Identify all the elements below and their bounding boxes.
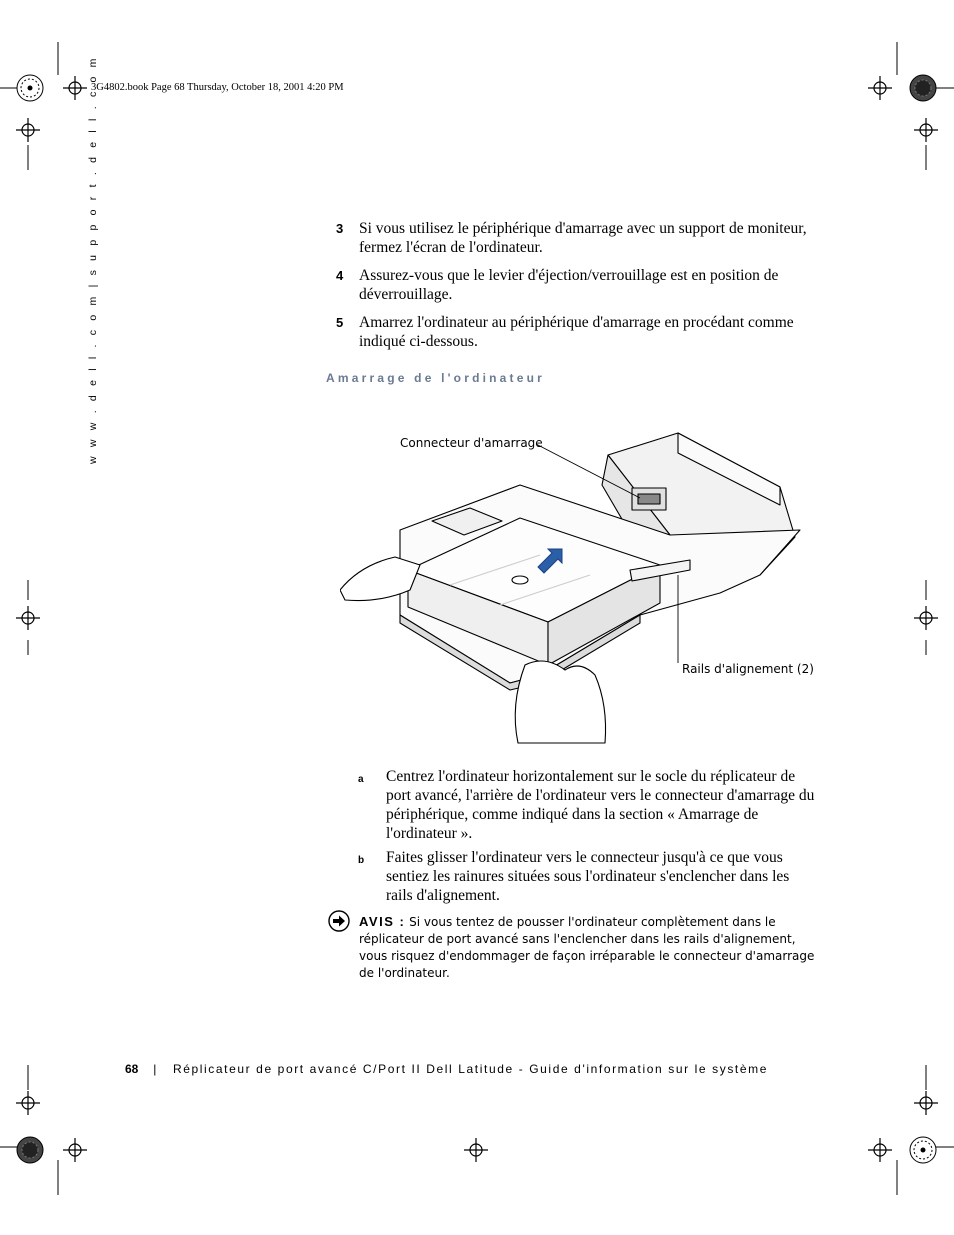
page-number: 68 [125, 1062, 139, 1076]
step-text: Amarrez l'ordinateur au périphérique d'amarrage en procédant comme indiqué ci-dessous. [359, 314, 794, 350]
notice-label: AVIS : [359, 914, 406, 929]
notice-arrow-icon [328, 910, 350, 932]
step-number: 4 [336, 268, 344, 283]
substep-text: Centrez l'ordinateur horizontalement sur le socle du réplicateur de port avancé, l'arrière de l'ordinateur vers le connecteur d'amarrage du périphérique, comme indiqué dans la section « Amarrage de l'ordinateur ». [386, 768, 815, 842]
callout-docking-connector: Connecteur d'amarrage [400, 436, 543, 450]
section-heading: Amarrage de l'ordinateur [326, 371, 546, 385]
docking-illustration [340, 425, 810, 745]
substep-letter: a [358, 774, 364, 785]
substep-letter: b [358, 855, 365, 866]
step-text: Assurez-vous que le levier d'éjection/verrouillage est en position de déverrouillage. [359, 267, 779, 303]
docking-figure [340, 425, 814, 745]
step-text: Si vous utilisez le périphérique d'amarrage avec un support de moniteur, fermez l'écran de l'ordinateur. [359, 220, 807, 256]
step-number: 3 [336, 221, 344, 236]
sidebar-url [82, 55, 102, 464]
sidebar-url-text: w w w . d e l l . c o m | s u p p o r t . d e l l . c o m [87, 55, 99, 464]
notice-text: Si vous tentez de pousser l'ordinateur complètement dans le réplicateur de port avancé sans l'enclencher dans les rails d'alignement, vous risquez d'endommager de façon irréparable le connecteur d'amarrage de l'ordinateur. [359, 915, 815, 980]
file-info: 3G4802.book Page 68 Thursday, October 18, 2001 4:20 PM [91, 82, 344, 93]
footer-title: Réplicateur de port avancé C/Port II Dell Latitude - Guide d'information sur le système [172, 1062, 768, 1076]
step-number: 5 [336, 315, 344, 330]
page-footer [125, 1062, 825, 1076]
footer-separator: | [153, 1062, 159, 1076]
callout-alignment-rails: Rails d'alignement (2) [682, 662, 814, 676]
notice-text-block [359, 913, 817, 982]
substep-text: Faites glisser l'ordinateur vers le connecteur jusqu'à ce que vous sentiez les rainures situées sous l'ordinateur s'enclencher dans les rails d'alignement. [386, 849, 790, 904]
